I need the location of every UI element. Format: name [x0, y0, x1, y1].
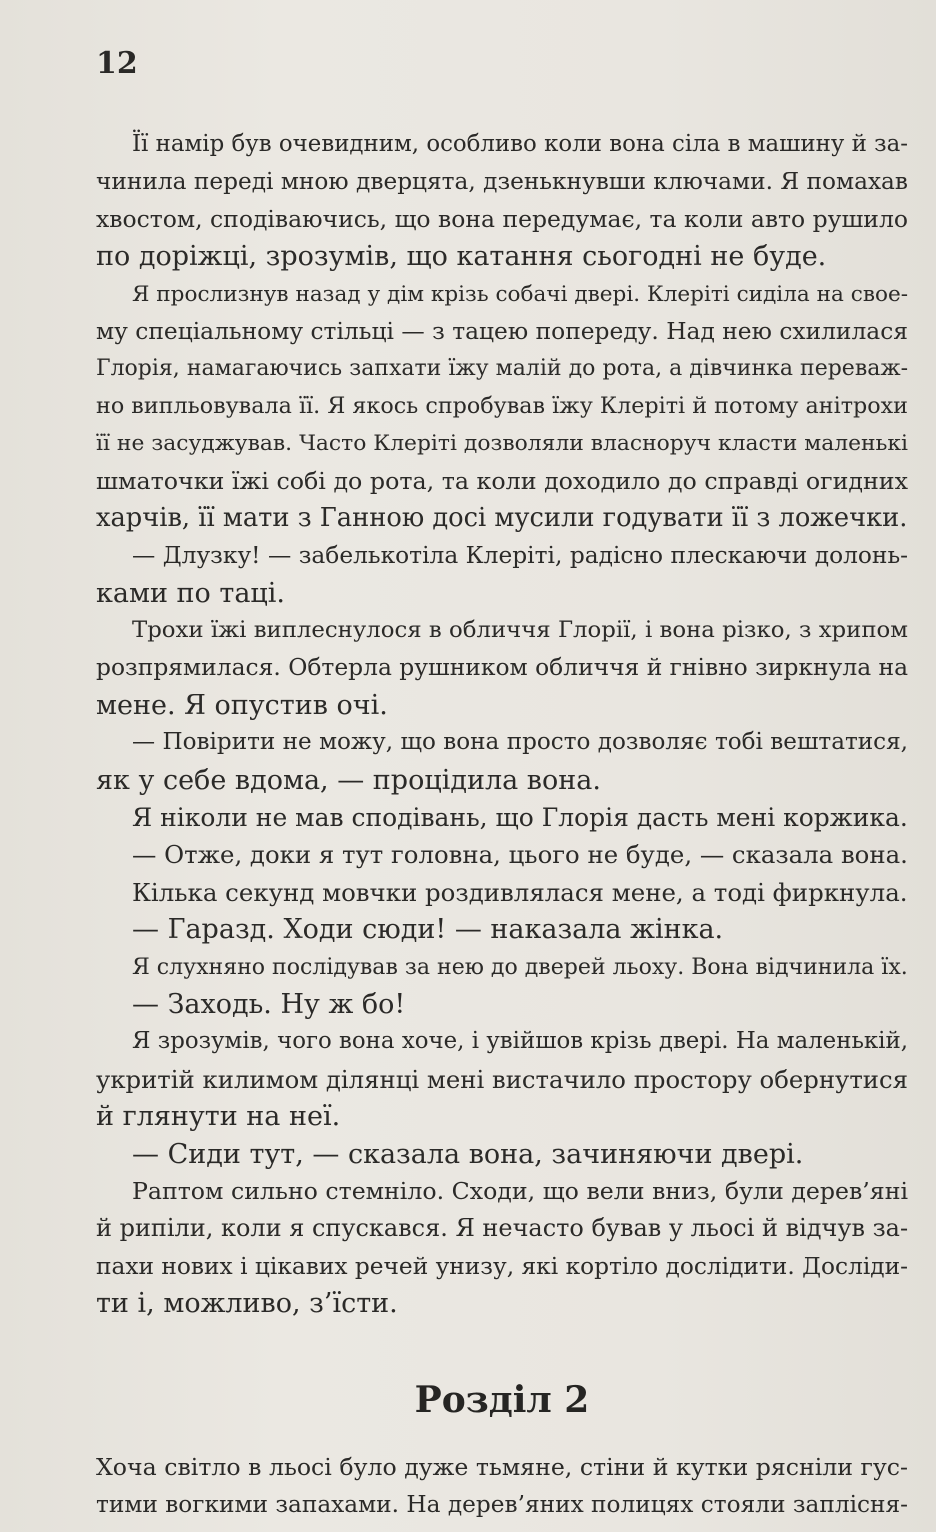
text-line: Я зрозумів, чого вона хоче, і увійшов крізь двері. На маленькій,: [132, 1028, 908, 1055]
text-line: Я прослизнув назад у дім крізь собачі двері. Клеріті сиділа на свое-: [132, 281, 908, 307]
text-line: розпрямилася. Обтерла рушником обличчя й гнівно зиркнула на: [96, 653, 909, 682]
text-line: й глянути на неї.: [96, 1101, 341, 1133]
text-line: її не засуджував. Часто Клеріті дозволяли власноруч класти маленькі: [96, 431, 908, 457]
paragraph-lines: [96, 126, 908, 1323]
text-line: Я ніколи не мав сподівань, що Глорія дасть мені коржика.: [132, 803, 908, 833]
text-line: шматочки їжі собі до рота, та коли доходило до справді огидних: [96, 466, 908, 495]
text-line: Глорія, намагаючись запхати їжу малій до рота, а дівчинка переваж-: [96, 356, 908, 382]
text-line: хвостом, сподіваючись, що вона передумає, та коли авто рушило: [96, 204, 908, 233]
text-line: по доріжці, зрозумів, що катання сьогодні не буде.: [96, 241, 827, 273]
text-line: чинила переді мною дверцята, дзенькнувши ключами. Я помахав: [96, 168, 908, 196]
text-line: й рипіли, коли я спускався. Я нечасто бував у льосі й відчув за-: [96, 1214, 909, 1243]
text-line: — Сиди тут, — сказала вона, зачиняючи двері.: [132, 1138, 804, 1170]
text-line: — Заходь. Ну ж бо!: [132, 988, 406, 1020]
text-line: Її намір був очевидним, особливо коли вона сіла в машину й за-: [132, 131, 908, 157]
text-line: му спеціальному стільці — з тацею попереду. Над нею схилилася: [96, 316, 908, 345]
text-line: тими вогкими запахами. На дерев’яних полицях стояли заплісня-: [96, 1490, 908, 1518]
text-line: мене. Я опустив очі.: [96, 689, 388, 721]
text-line: Я слухняно послідував за нею до дверей льоху. Вона відчинила їх.: [132, 954, 908, 980]
text-line: — Отже, доки я тут головна, цього не буде, — сказала вона.: [132, 840, 908, 870]
text-line: ти і, можливо, з’їсти.: [96, 1288, 398, 1320]
text-line: Кілька секунд мовчки роздивлялася мене, а тоді фиркнула.: [132, 877, 908, 907]
text-line: — Повірити не можу, що вона просто дозволяє тобі вештатися,: [132, 729, 908, 756]
text-line: як у себе вдома, — процідила вона.: [96, 764, 601, 796]
text-line: Раптом сильно стемніло. Сходи, що вели вниз, були дерев’яні: [132, 1176, 908, 1205]
chapter-title: Розділ 2: [414, 1378, 590, 1421]
chapter-paragraph-lines: [96, 1449, 908, 1524]
text-line: укритій килимом ділянці мені вистачило простору обернутися: [96, 1064, 908, 1094]
text-line: харчів, її мати з Ганною досі мусили годувати її з ложечки.: [96, 502, 908, 533]
text-line: но випльовувала її. Я якось спробував їжу Клеріті й потому анітрохи: [96, 392, 908, 419]
text-line: ками по таці.: [96, 577, 285, 609]
page-number: 12: [96, 46, 138, 81]
text-line: Трохи їжі виплеснулося в обличчя Глорії, і вона різко, з хрипом: [132, 617, 908, 644]
text-line: пахи нових і цікавих речей унизу, які кортіло дослідити. Досліди-: [96, 1252, 908, 1280]
text-line: — Длузку! — забелькотіла Клеріті, радісно плескаючи долонь-: [132, 542, 908, 570]
body-text: [96, 126, 908, 1523]
text-line: — Гаразд. Ходи сюди! — наказала жінка.: [132, 914, 724, 946]
text-line: Хоча світло в льосі було дуже тьмяне, стіни й кутки рясніли гус-: [96, 1452, 908, 1481]
